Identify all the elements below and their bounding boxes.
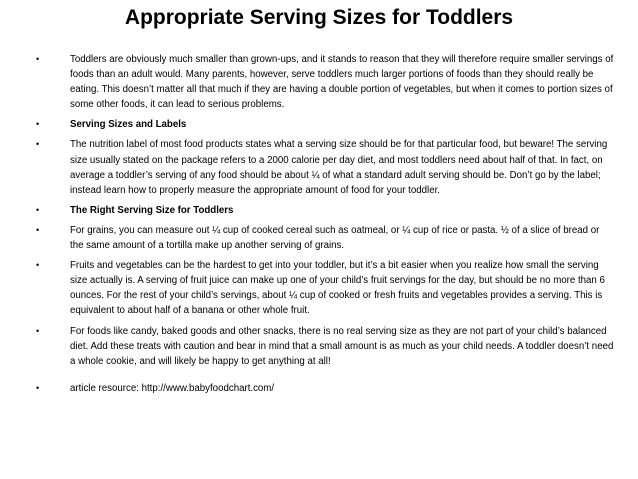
bullet-dot-icon: •: [36, 325, 40, 336]
bullet-item-article-resource: [0, 381, 638, 396]
bullet-dot-icon: •: [36, 382, 40, 393]
bullet-text: Toddlers are obviously much smaller than grown-ups, and it stands to reason that they will therefore require smaller servings of foods than an adult would. Many parents, however, serve toddlers much larger portions of foods than they should really be eating. This doesn’t matter all that much if they are having a double portion of vegetables, but when it comes to portion sizes of some other foods, it can lead to serious problems.: [70, 54, 614, 111]
slide-title: Appropriate Serving Sizes for Toddlers: [124, 6, 514, 29]
bullet-dot-icon: •: [36, 139, 40, 150]
article-resource-text: article resource: http://www.babyfoodchart.com/: [70, 382, 275, 394]
bullet-item-intro: [0, 52, 638, 112]
bullet-item-nutrition-label: [0, 137, 638, 197]
bullet-list: [0, 52, 638, 401]
bullet-item-fruits-vegetables: [0, 258, 638, 318]
bullet-dot-icon: •: [36, 54, 40, 64]
bullet-item-serving-sizes-heading: [0, 117, 638, 132]
section-heading: The Right Serving Size for Toddlers: [70, 204, 234, 216]
bullet-text: For grains, you can measure out ¼ cup of cooked cereal such as oatmeal, or ¼ cup of rice or pasta. ½ of a slice of bread or the same amount of a tortilla make up another serving of grains.: [70, 224, 600, 252]
bullet-text: The nutrition label of most food products states what a serving size should be for that particular food, but beware! The serving size usually stated on the package refers to a 2000 calorie per day diet, and most toddlers need about half of that. In fact, on average a toddler’s serving of any food should be about ¼ of what a standard adult serving should be. Don’t go by the label; instead learn how to properly measure the appropriate amount of food for your toddler.: [70, 139, 608, 196]
bullet-dot-icon: •: [36, 119, 40, 130]
bullet-dot-icon: •: [36, 204, 40, 215]
bullet-text: For foods like candy, baked goods and other snacks, there is no real serving size as they are not part of your child’s balanced diet. Add these treats with caution and bear in mind that a small amount is as much as your child needs. A toddler doesn’t need a whole cookie, and will likely be happy to get anything at all!: [70, 325, 614, 367]
bullet-item-snacks: [0, 324, 638, 369]
bullet-text: Fruits and vegetables can be the hardest to get into your toddler, but it’s a bit easier when you realize how small the serving size actually is. A serving of fruit juice can make up one of your child’s fruit servings for the day, but should be no more than 6 ounces. For the rest of your child’s servings, about ¼ cup of cooked or fresh fruits and vegetables provides a serving. This is equivalent to about half of a banana or other whole fruit.: [70, 260, 605, 317]
bullet-item-grains: [0, 223, 638, 253]
bullet-dot-icon: •: [36, 260, 40, 271]
bullet-item-right-serving-heading: [0, 203, 638, 218]
bullet-dot-icon: •: [36, 224, 40, 235]
section-heading: Serving Sizes and Labels: [70, 119, 187, 131]
